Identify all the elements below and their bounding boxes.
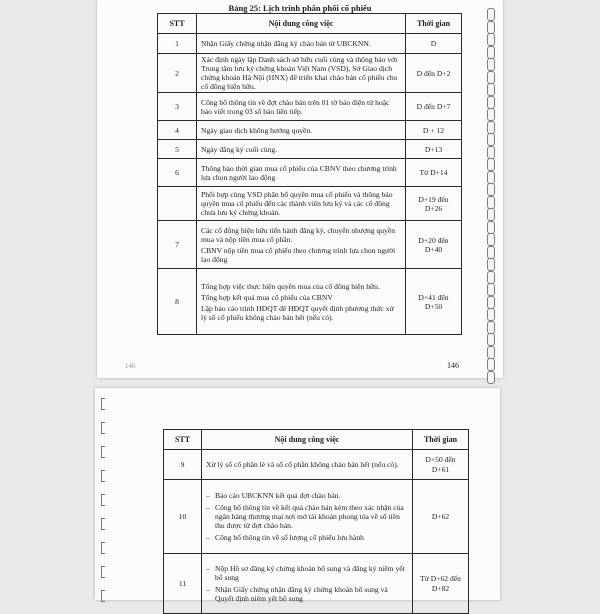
binder-ring-icon [487,358,495,371]
dash-item [206,503,408,530]
row-content [197,221,406,269]
binder-ring-icon [487,321,495,334]
binder-ring-icon [487,246,495,259]
binder-hole-icon [101,470,105,482]
table-row [158,269,462,335]
binder-ring-icon [487,346,495,359]
row-content [197,187,406,221]
binder-ring-icon [487,8,495,21]
row-content [197,54,406,93]
content-paragraph: Ngày đăng ký cuối cùng. [201,144,278,154]
row-content [202,450,413,480]
binder-ring-icon [487,196,495,209]
content-paragraph: Công bố thông tin về đợt chào bán trên 01 tờ báo điện tử hoặc báo viết trong 03 số báo liên tiếp. [201,97,390,116]
binder-ring-icon [487,108,495,121]
binder-ring-icon [487,183,495,196]
binder-hole-icon [101,422,105,434]
row-number: 10 [164,480,202,554]
row-time: D+19 đến D+26 [406,187,462,221]
header-content: Nội dung công việc [202,430,413,450]
row-number: 2 [158,54,197,93]
table-row [164,480,469,554]
binder-hole-icon [101,590,105,602]
binder-ring-icon [487,158,495,171]
dash-item-text: Công bố thông tin về số lượng cổ phiếu lưu hành [215,533,364,543]
binder-ring-icon [487,71,495,84]
header-stt: STT [164,430,202,450]
schedule-table-page-1 [157,13,462,335]
dash-item-text: Báo cáo UBCKNN kết quả đợt chào bán. [215,490,341,500]
table-row [164,554,469,614]
row-content [202,554,413,614]
content-paragraph: Ngày giao dịch không hưởng quyền. [201,125,313,135]
dash-marker: – [206,563,210,573]
content-paragraph: Các cổ đông hiện hữu tiến hành đăng ký, chuyển nhượng quyền mua và nộp tiền mua cổ phần. [201,225,396,244]
row-time: D+13 [406,140,462,159]
dash-item [206,564,408,582]
binder-ring-icon [487,333,495,346]
table-row [158,221,462,269]
content-paragraph: Xác định ngày lập Danh sách sở hữu cuối cùng và thông báo với Trung tâm lưu ký chứng khoán Việt Nam (VSD), Sở Giao dịch chứng khoán Hà Nội (HNX) để triển khai chào bán cổ phiếu cho cổ đông hiện hữu. [201,55,398,92]
document-page-1 [97,0,503,378]
table-row [158,159,462,187]
content-paragraph: Tổng hợp việc thực hiện quyền mua của cổ đông hiện hữu. [201,281,380,291]
content-paragraph: CBNV nộp tiền mua cổ phiếu theo chương trình lựa chọn người lao động [201,245,396,265]
row-content [197,159,406,187]
content-paragraph: Lập báo cáo trình HĐQT để HĐQT quyết định phương thức xử lý số cổ phiếu không chào bán hết (nếu có). [201,303,394,323]
table-row [158,121,462,140]
margin-page-mark: 146 [125,362,136,370]
row-time: D+62 [413,480,469,554]
dash-marker: – [206,533,210,543]
dash-item [206,585,408,603]
binder-ring-icon [487,296,495,309]
table-row [158,93,462,121]
row-number: 1 [158,34,197,54]
header-content: Nội dung công việc [197,14,406,34]
row-time: D+50 đến D+61 [413,450,469,480]
binder-ring-icon [487,58,495,71]
binder-ring-icon [487,308,495,321]
row-number: 9 [164,450,202,480]
row-content [197,34,406,54]
table-row [158,187,462,221]
binder-ring-icon [487,258,495,271]
row-number: 4 [158,121,197,140]
binder-ring-icon [487,96,495,109]
row-content [197,269,406,335]
header-time: Thời gian [406,14,462,34]
row-time: D+41 đến D+50 [406,269,462,335]
binder-ring-icon [487,208,495,221]
table-row [158,140,462,159]
row-content [197,121,406,140]
binder-hole-icon [101,518,105,530]
row-number: 3 [158,93,197,121]
row-number [158,187,197,221]
dash-item-text: Nhận Giấy chứng nhận đăng ký chứng khoán bổ sung và Quyết định niêm yết bổ sung [215,585,388,604]
binder-ring-icon [487,171,495,184]
content-paragraph: Thông báo thời gian mua cổ phiếu của CBNV theo chương trình lựa chọn người lao động [201,163,397,182]
table-caption: Bảng 25: Lịch trình phân phối cổ phiếu [228,3,372,13]
row-number: 5 [158,140,197,159]
dash-marker: – [206,502,210,512]
header-time: Thời gian [413,430,469,450]
binder-hole-icon [101,542,105,554]
binder-ring-icon [487,21,495,34]
binder-hole-icon [101,398,105,410]
content-paragraph: Xử lý số cổ phần lẻ và số cổ phần không chào bán hết (nếu có). [206,459,399,469]
row-time: D+20 đến D+40 [406,221,462,269]
dash-marker: – [206,585,210,594]
dash-item-text: Công bố thông tin về kết quả chào bán kèm theo xác nhận của ngân hàng thương mại nơi mở tài khoản phong tỏa về số tiền thu được từ đợt chào bán. [215,502,404,531]
binder-ring-icon [487,33,495,46]
binder-ring-icon [487,83,495,96]
content-paragraph: Tổng hợp kết quả mua cổ phiếu của CBNV [201,292,333,302]
binder-ring-icon [487,121,495,134]
row-time: D đến D+7 [406,93,462,121]
document-page-2 [95,388,500,604]
row-content [197,93,406,121]
binder-hole-icon [101,446,105,458]
binder-ring-icon [487,133,495,146]
row-time: Từ D+62 đến D+82 [413,554,469,614]
binder-ring-icon [487,221,495,234]
row-number: 8 [158,269,197,335]
row-number: 7 [158,221,197,269]
row-content [197,140,406,159]
schedule-table-page-2 [163,429,469,614]
binder-ring-icon [487,46,495,59]
table-row [164,450,469,480]
table-row [158,34,462,54]
dash-item [206,533,408,542]
binder-ring-icon [487,233,495,246]
row-content [202,480,413,554]
page-number: 146 [447,361,459,370]
row-time: D đến D+2 [406,54,462,93]
row-number: 6 [158,159,197,187]
row-number: 11 [164,554,202,614]
binder-hole-icon [101,566,105,578]
row-time: Từ D+14 [406,159,462,187]
dash-item-text: Nộp Hồ sơ đăng ký chứng khoán bổ sung và đăng ký niêm yết bổ sung [215,563,405,582]
table-row [158,54,462,93]
dash-marker: – [206,490,210,500]
content-paragraph: Nhận Giấy chứng nhận đăng ký chào bán từ UBCKNN. [201,38,371,48]
binder-ring-icon [487,271,495,284]
header-stt: STT [158,14,197,34]
row-time: D + 12 [406,121,462,140]
dash-item [206,491,408,500]
row-time: D [406,34,462,54]
binder-ring-icon [487,146,495,159]
binder-ring-icon [487,283,495,296]
binder-hole-icon [101,494,105,506]
binder-ring-icon [487,371,495,384]
content-paragraph: Phối hợp cùng VSD phân bổ quyền mua cổ phiếu và thông báo quyền mua cổ phiếu đến các thành viên lưu ký và các cổ đông chưa lưu ký chứng khoán. [201,190,393,218]
